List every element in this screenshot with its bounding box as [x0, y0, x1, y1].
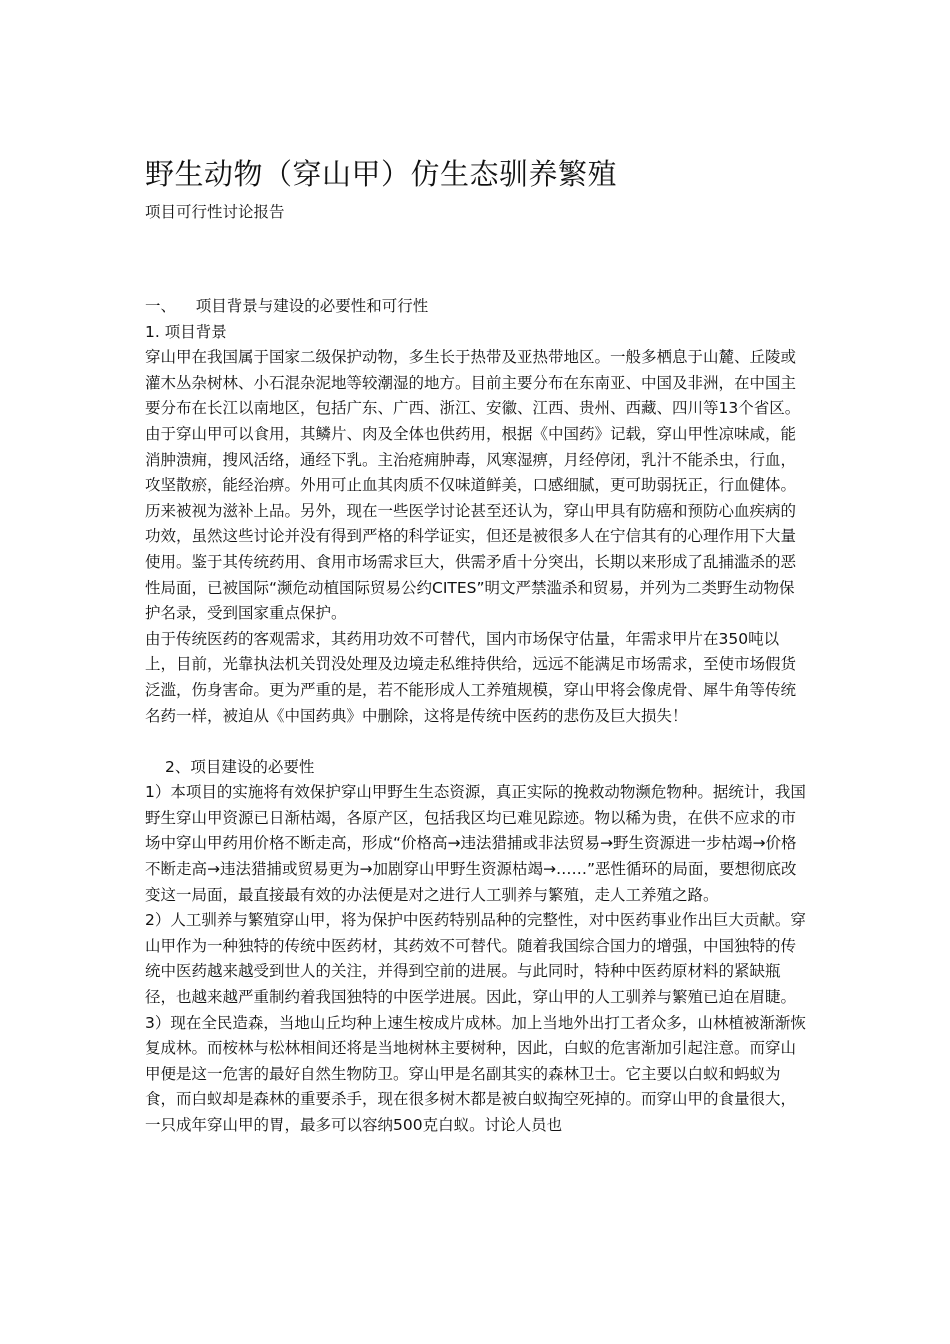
paragraph-spacer — [145, 729, 807, 755]
document-body — [145, 294, 807, 1139]
body-paragraph: 由于传统医药的客观需求，其药用功效不可替代，国内市场保守估量，年需求甲片在350吨以上，目前，光靠执法机关罚没处理及边境走私维持供给，远远不能满足市场需求，至使市场假货泛滥，伤身害命。更为严重的是，若不能形成人工养殖规模，穿山甲将会像虎骨、犀牛角等传统名药一样，被迫从《中国药典》中删除，这将是传统中医药的悲伤及巨大损失！ — [145, 629, 797, 725]
subsection-heading: 2、项目建设的必要性 — [165, 757, 315, 776]
body-paragraph: 穿山甲在我国属于国家二级保护动物，多生长于热带及亚热带地区。一般多栖息于山麓、丘陵或灌木丛杂树林、小石混杂泥地等较潮湿的地方。目前主要分布在东南亚、中国及非洲，在中国主要分布在长江以南地区，包括广东、广西、浙江、安徽、江西、贵州、西藏、四川等13个省区。 — [145, 348, 801, 418]
subsection-heading: 1. 项目背景 — [145, 322, 227, 341]
document-title: 野生动物（穿山甲）仿生态驯养繁殖 — [145, 157, 618, 191]
body-paragraph: 1）本项目的实施将有效保护穿山甲野生生态资源，真正实际的挽救动物濒危物种。据统计，我国野生穿山甲资源已日渐枯竭，各原产区，包括我区均已难见踪迹。物以稀为贵，在供不应求的市场中穿山甲药用价格不断走高，形成“价格高→违法猎捕或非法贸易→野生资源进一步枯竭→价格不断走高→违法猎捕或贸易更为→加剧穿山甲野生资源枯竭→……”恶性循环的局面，要想彻底改变这一局面，最直接最有效的办法便是对之进行人工驯养与繁殖，走人工养殖之路。 — [145, 783, 806, 904]
body-paragraph: 由于穿山甲可以食用，其鳞片、肉及全体也供药用，根据《中国药》记载，穿山甲性凉味咸，能消肿溃痈，搜风活络，通经下乳。主治疮痈肿毒，风寒湿痹，月经停闭，乳汁不能杀虫，行血，攻坚散瘀，能经治痹。外用可止血其肉质不仅味道鲜美，口感细腻，更可助弱抚正，行血健体。历来被视为滋补上品。另外，现在一些医学讨论甚至还认为，穿山甲具有防癌和预防心血疾病的功效，虽然这些讨论并没有得到严格的科学证实，但还是被很多人在宁信其有的心理作用下大量使用。鉴于其传统药用、食用市场需求巨大，供需矛盾十分突出，长期以来形成了乱捕滥杀的恶性局面，已被国际“濒危动植国际贸易公约CITES”明文严禁滥杀和贸易，并列为二类野生动物保护名录，受到国家重点保护。 — [145, 424, 797, 623]
body-paragraph: 3）现在全民造森，当地山丘均种上速生桉成片成林。加上当地外出打工者众多，山林植被渐渐恢复成林。而桉林与松林相间还将是当地树林主要树种，因此，白蚁的危害渐加引起注意。而穿山甲便是这一危害的最好自然生物防卫。穿山甲是名副其实的森林卫士。它主要以白蚁和蚂蚁为食，而白蚁却是森林的重要杀手，现在很多树木都是被白蚁掏空死掉的。而穿山甲的食量很大，一只成年穿山甲的胃，最多可以容纳500克白蚁。讨论人员也 — [145, 1013, 806, 1134]
section-heading: 一、 项目背景与建设的必要性和可行性 — [145, 297, 429, 315]
body-paragraph: 2）人工驯养与繁殖穿山甲，将为保护中医药特别品种的完整性，对中医药事业作出巨大贡献。穿山甲作为一种独特的传统中医药材，其药效不可替代。随着我国综合国力的增强，中国独特的传统中医药越来越受到世人的关注，并得到空前的进展。与此同时，特种中医药原材料的紧缺瓶径，也越来越严重制约着我国独特的中医学进展。因此，穿山甲的人工驯养与繁殖已迫在眉睫。 — [145, 911, 806, 1007]
document-subtitle: 项目可行性讨论报告 — [145, 203, 285, 221]
